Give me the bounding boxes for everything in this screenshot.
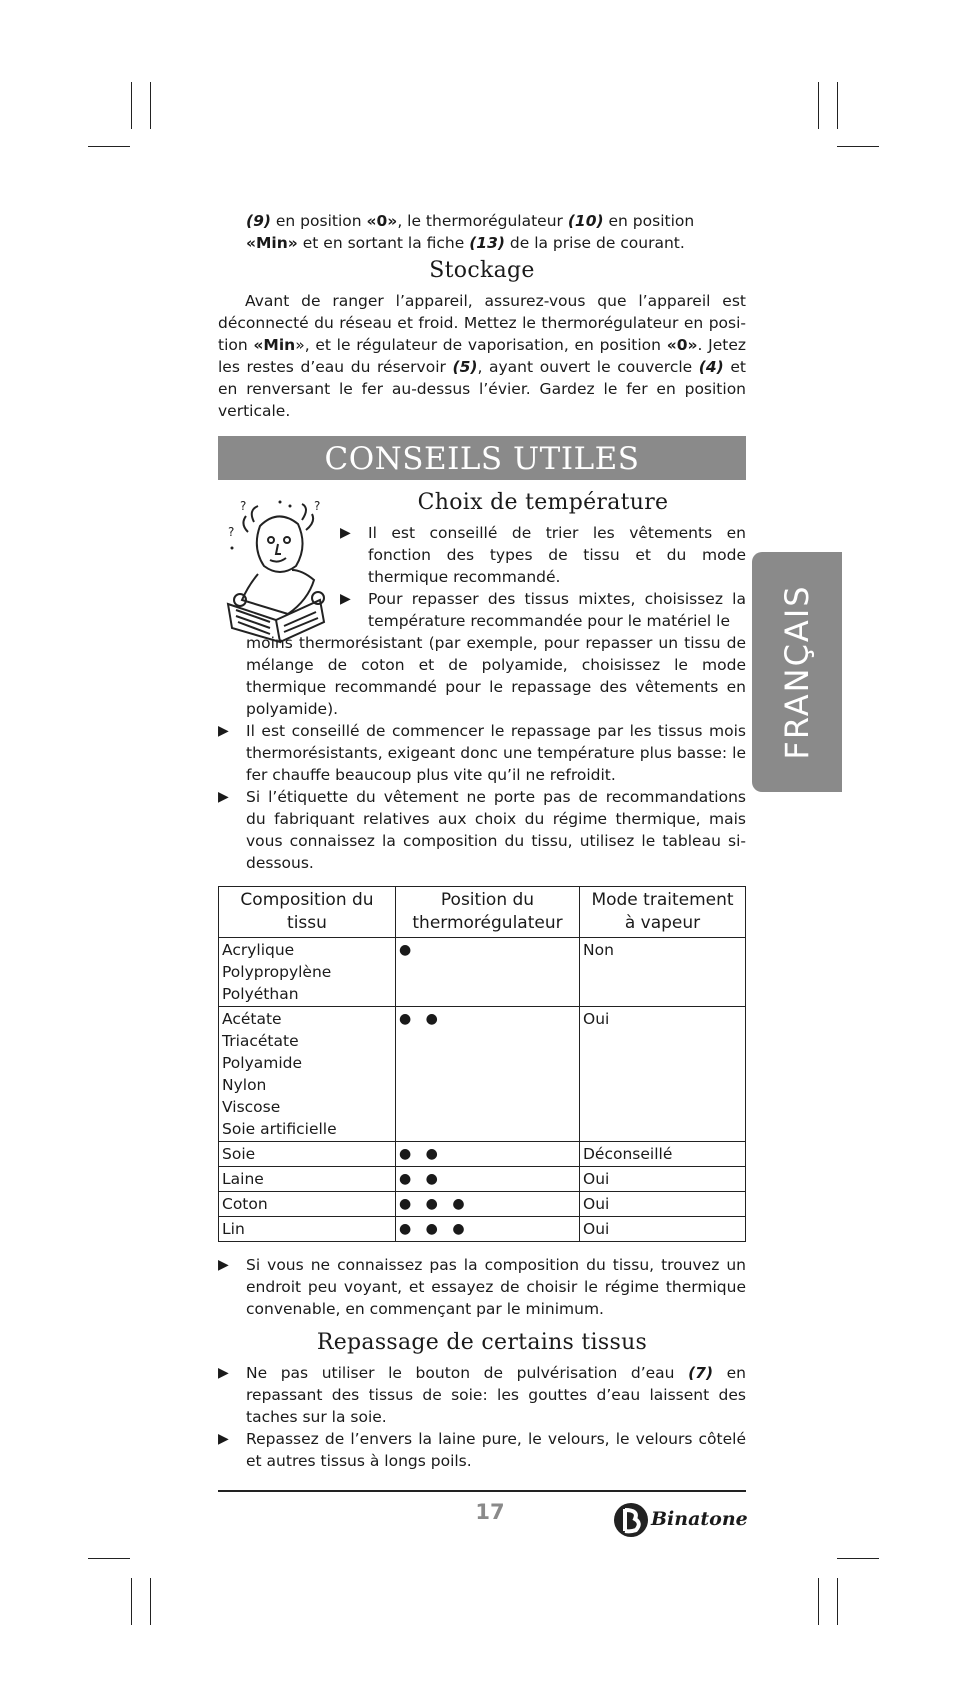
- table-row: [219, 1167, 746, 1192]
- section-heading-stockage: Stockage: [429, 258, 535, 283]
- crop-mark: [150, 82, 151, 129]
- intro-line-1: (9) en position «0», le thermorégulateur (10) en position: [246, 212, 695, 230]
- fabric-name: Lin: [222, 1220, 245, 1238]
- crop-mark: [88, 146, 130, 147]
- table-header: Composition du tissu: [219, 887, 396, 938]
- fabric-name: Polyéthan: [222, 985, 299, 1003]
- crop-mark: [131, 82, 132, 129]
- steam-mode-cell: Déconseillé: [580, 1142, 746, 1167]
- table-header: Mode traitement à vapeur: [580, 887, 746, 938]
- crop-mark: [837, 1558, 879, 1559]
- choix-section: [218, 492, 746, 632]
- thermostat-dots: ● ●: [396, 1142, 580, 1167]
- bullet-item: ▶ Si l’étiquette du vêtement ne porte pas de recommandations du fabriquant relatives aux choix du régime thermique, mais vous connaissez la composition du tissu, utilisez le tableau si-dessous.: [218, 788, 746, 872]
- svg-text:?: ?: [228, 525, 235, 539]
- intro-line-2: «Min» et en sortant la fiche (13) de la prise de courant.: [246, 234, 685, 252]
- table-row: [219, 1192, 746, 1217]
- fabric-name: Polyamide: [222, 1054, 303, 1072]
- thermostat-dots: ● ●: [396, 1167, 580, 1192]
- thermostat-dots: ● ● ●: [396, 1217, 580, 1242]
- stockage-paragraph: Avant de ranger l’appareil, assurez-vous que l’appareil est déconnecté du réseau et froid. Mettez le thermorégulateur en posi-tion «Min», et le régulateur de vaporisation, en position «0». Jetez les restes d’eau du réservoir (5), ayant ouvert le couvercle (4) et en renversant le fer au-dessus l’évier. Gardez le fer en position verticale.: [218, 292, 747, 420]
- page-content: [218, 210, 746, 1472]
- svg-text:?: ?: [314, 499, 321, 513]
- fabric-name: Laine: [222, 1170, 264, 1188]
- table-row: [219, 1007, 746, 1142]
- crop-mark: [818, 82, 819, 129]
- fabric-cell: [219, 1007, 396, 1142]
- temperature-table: [218, 886, 746, 1242]
- fabric-cell: [219, 1217, 396, 1242]
- table-body: [219, 938, 746, 1242]
- bullet-triangle-icon: ▶: [218, 1431, 229, 1447]
- bullet-item: ▶ Pour repasser des tissus mixtes, choisissez la température recommandée pour le matériel le: [340, 590, 746, 630]
- bullet-triangle-icon: ▶: [218, 1365, 229, 1381]
- fabric-cell: [219, 1142, 396, 1167]
- table-header: Position du thermorégulateur: [396, 887, 580, 938]
- fabric-name: Acétate: [222, 1010, 282, 1028]
- bullet-triangle-icon: ▶: [218, 789, 229, 805]
- steam-mode-cell: Oui: [580, 1217, 746, 1242]
- bullet-item: ▶ Ne pas utiliser le bouton de pulvérisation d’eau (7) en repassant des tissus de soie: les gouttes d’eau laissent des taches sur la soie.: [218, 1364, 746, 1426]
- steam-mode-cell: Oui: [580, 1007, 746, 1142]
- crop-mark: [818, 1578, 819, 1625]
- crop-mark: [150, 1578, 151, 1625]
- crop-mark: [837, 146, 879, 147]
- fabric-cell: [219, 1192, 396, 1217]
- table-row: [219, 1217, 746, 1242]
- svg-text:?: ?: [240, 499, 247, 513]
- fabric-name: Soie artificielle: [222, 1120, 337, 1138]
- section-banner: CONSEILS UTILES: [218, 436, 746, 480]
- section-heading-choix: Choix de température: [417, 490, 669, 515]
- thermostat-dots: ● ● ●: [396, 1192, 580, 1217]
- bullet-triangle-icon: ▶: [340, 591, 351, 607]
- crop-mark: [88, 1558, 130, 1559]
- brand-name: Binatone: [651, 1508, 748, 1530]
- fabric-name: Soie: [222, 1145, 256, 1163]
- footer-rule: [218, 1490, 746, 1492]
- language-tab: [752, 552, 842, 792]
- bullet-item: ▶ Il est conseillé de commencer le repassage par les tissus mois thermorésistants, exigeant donc une température plus basse: le fer chauffe beaucoup plus vite qu’il ne refroidit.: [218, 722, 746, 784]
- bullet-continuation: moins thermorésistant (par exemple, pour repasser un tissu de mélange de coton et de polyamide, choisissez le mode thermique recommandé pour le repassage des vêtements en polyamide).: [246, 634, 746, 718]
- binatone-logo-icon: [611, 1500, 651, 1540]
- fabric-name: Viscose: [222, 1098, 281, 1116]
- brand-logo: [611, 1500, 746, 1540]
- fabric-cell: [219, 938, 396, 1007]
- bullet-item: ▶ Repassez de l’envers la laine pure, le velours, le velours côtelé et autres tissus à longs poils.: [218, 1430, 746, 1470]
- steam-mode-cell: Non: [580, 938, 746, 1007]
- thermostat-dots: ● ●: [396, 1007, 580, 1142]
- fabric-name: Acrylique: [222, 941, 295, 959]
- crop-mark: [131, 1578, 132, 1625]
- bullet-item: ▶ Il est conseillé de trier les vêtements en fonction des types de tissu et du mode thermique recommandé.: [340, 524, 746, 586]
- crop-mark: [837, 82, 838, 129]
- bullet-item: ▶ Si vous ne connaissez pas la composition du tissu, trouvez un endroit peu voyant, et essayez de choisir le régime thermique convenable, en commençant par le minimum.: [218, 1256, 746, 1318]
- thermostat-dots: ●: [396, 938, 580, 1007]
- steam-mode-cell: Oui: [580, 1167, 746, 1192]
- reading-man-illustration: [218, 496, 340, 644]
- table-row: [219, 938, 746, 1007]
- bullet-triangle-icon: ▶: [218, 723, 229, 739]
- fabric-name: Triacétate: [222, 1032, 299, 1050]
- fabric-cell: [219, 1167, 396, 1192]
- fabric-name: Nylon: [222, 1076, 267, 1094]
- choix-wrap: [340, 492, 746, 632]
- crop-mark: [837, 1578, 838, 1625]
- bullet-triangle-icon: ▶: [218, 1257, 229, 1273]
- steam-mode-cell: Oui: [580, 1192, 746, 1217]
- table-row: [219, 1142, 746, 1167]
- language-tab-label: FRANÇAIS: [778, 584, 816, 760]
- section-heading-repassage: Repassage de certains tissus: [316, 1330, 648, 1355]
- page-number: 17: [475, 1500, 505, 1524]
- fabric-name: Polypropylène: [222, 963, 332, 981]
- fabric-name: Coton: [222, 1195, 268, 1213]
- bullet-triangle-icon: ▶: [340, 525, 351, 541]
